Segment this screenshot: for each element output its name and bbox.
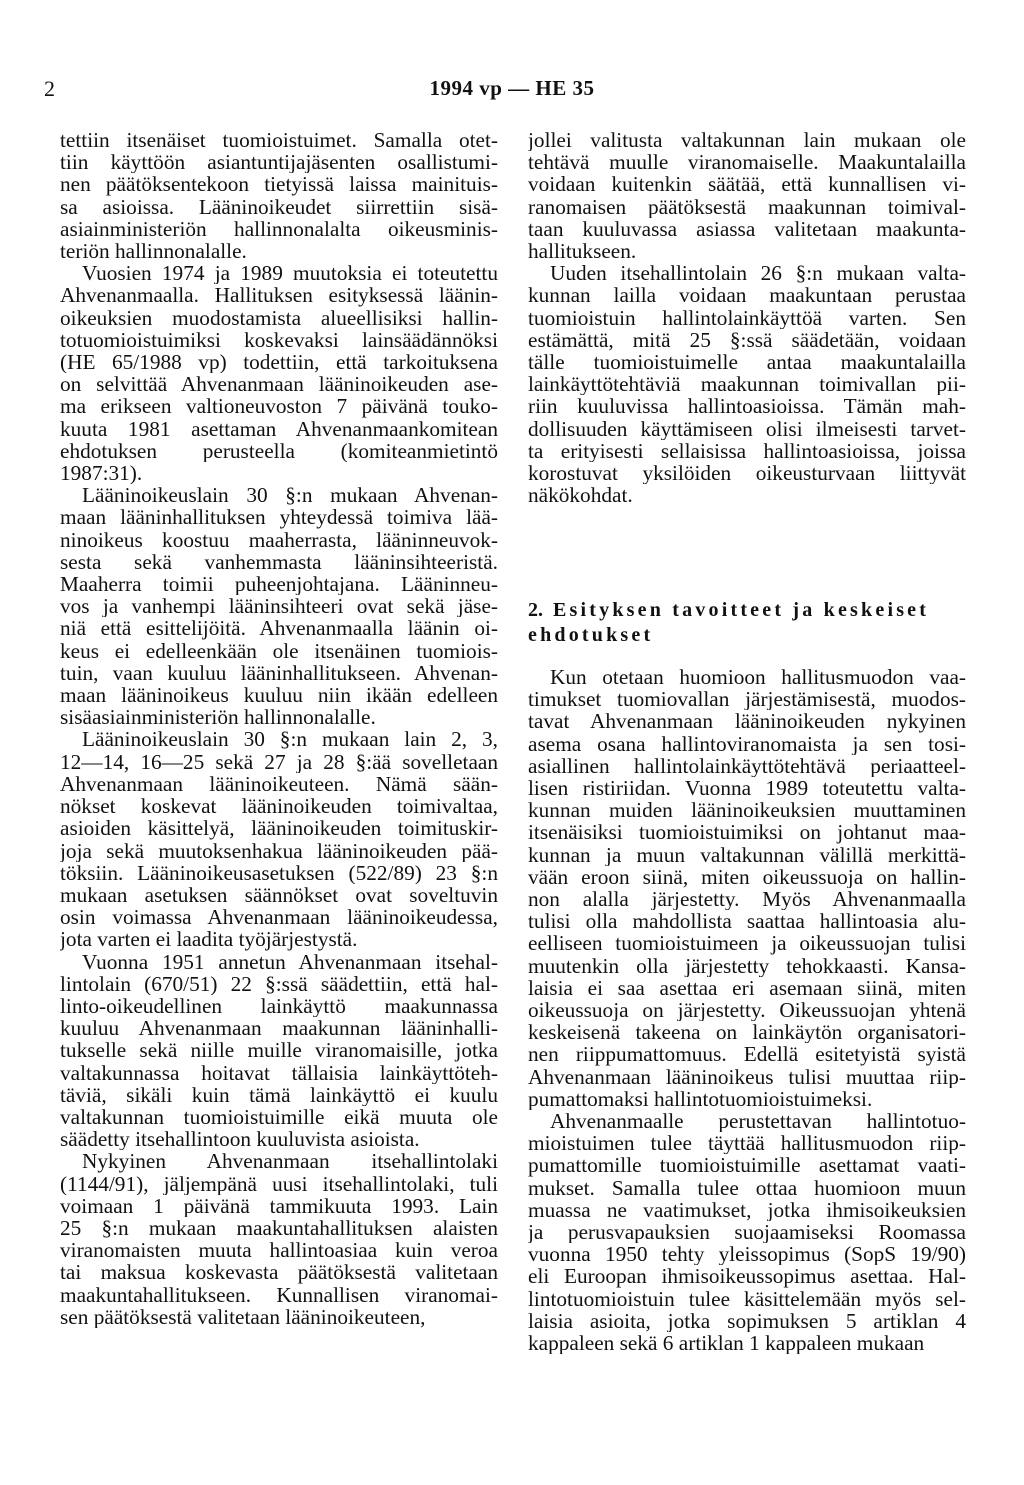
text-line: mioistuimen tulee täyttää hallitusmuodon riip-: [528, 1132, 966, 1155]
text-line: ja perusvapauksien suojaamiseksi Roomassa: [528, 1221, 966, 1244]
text-line: asioiden käsittelyä, lääninoikeuden toimituskir-: [60, 817, 498, 840]
text-line: timukset tuomiovallan järjestämisestä, muodos-: [528, 688, 966, 711]
text-line: eelliseen tuomioistuimeen ja oikeussuojan tulisi: [528, 932, 966, 955]
text-line: tälle tuomioistuimelle antaa maakuntalailla: [528, 351, 966, 374]
paragraph: [528, 1110, 966, 1354]
right-column-top: [528, 129, 966, 506]
text-line: maan lääninhallituksen yhteydessä toimiva lää-: [60, 506, 498, 529]
text-line: näkökohdat.: [528, 484, 633, 507]
text-line: kuuluu Ahvenanmaan maakunnan lääninhalli-: [60, 1017, 498, 1040]
text-line: riin kuuluvissa hallintoasioissa. Tämän mah-: [528, 395, 966, 418]
page-number: 2: [44, 76, 55, 101]
text-line: jollei valitusta valtakunnan lain mukaan ole: [528, 129, 966, 152]
text-line: lintolain (670/51) 22 §:ssä säädettiin, että hal-: [60, 972, 498, 995]
text-line: jota varten ei laadita työjärjestystä.: [60, 928, 358, 951]
section-number: 2.: [528, 599, 543, 621]
text-line: linto-oikeudellinen lainkäyttö maakunnassa: [60, 994, 498, 1018]
text-line: Ahvenanmaalle perustettavan hallintotuo-: [550, 1110, 966, 1133]
text-line: voimaan 1 päivänä tammikuuta 1993. Lain: [60, 1194, 498, 1217]
text-line: on selvittää Ahvenanmaan lääninoikeuden ase-: [60, 373, 498, 396]
text-line: asiainministeriön hallinnonalalta oikeusminis-: [60, 217, 498, 241]
text-line: lisen ristiriidan. Vuonna 1989 toteutettu valta-: [528, 777, 966, 800]
text-line: tavat Ahvenanmaan lääninoikeuden nykyinen: [528, 710, 966, 733]
text-line: töksiin. Lääninoikeusasetuksen (522/89) 23 §:n: [60, 861, 498, 884]
text-line: nen päätöksentekoon tietyissä laissa mainituis-: [60, 173, 498, 196]
running-head: 1994 vp — HE 35: [429, 76, 595, 100]
text-line: sa asioissa. Lääninoikeudet siirrettiin sisä-: [60, 195, 498, 218]
text-line: ehdotuksen perusteella (komiteanmietintö: [60, 439, 498, 463]
text-line: non alalla järjestetty. Myös Ahvenanmaalla: [528, 888, 966, 911]
text-line: taan kuuluvassa asiassa valitetaan maakunta-: [528, 217, 966, 241]
text-line: estämättä, mitä 25 §:ssä säädetään, voidaan: [528, 328, 966, 352]
text-line: mukset. Samalla tulee ottaa huomioon muun: [528, 1176, 966, 1199]
text-line: Lääninoikeuslain 30 §:n mukaan lain 2, 3,: [82, 728, 498, 751]
paragraph: [60, 484, 498, 728]
text-line: osin voimassa Ahvenanmaan lääninoikeudessa,: [60, 906, 498, 929]
text-line: tai maksua koskevasta päätöksestä valitetaan: [60, 1261, 498, 1284]
text-line: asiallinen hallintolainkäyttötehtävä periaatteel-: [528, 754, 966, 778]
text-line: lainkäyttötehtäviä maakunnan toimivallan pii-: [528, 373, 966, 396]
section-title-line2: ehdotukset: [528, 624, 654, 646]
text-line: korostuvat yksilöiden oikeusturvaan liittyvät: [528, 462, 966, 485]
text-line: Ahvenanmaan lääninoikeus tulisi muuttaa riip-: [528, 1065, 966, 1088]
text-line: Vuosien 1974 ja 1989 muutoksia ei toteutettu: [82, 262, 498, 285]
text-line: sesta sekä vanhemmasta lääninsihteeristä.: [60, 550, 498, 574]
text-line: Uuden itsehallintolain 26 §:n mukaan valta-: [550, 262, 966, 285]
text-line: lintotuomioistuin tulee käsittelemään myös sel-: [528, 1287, 966, 1310]
text-line: keskeisenä takeena on lainkäytön organisatori-: [528, 1021, 966, 1044]
text-line: vuonna 1950 tehty yleissopimus (SopS 19/90): [528, 1243, 966, 1266]
text-line: nökset koskevat lääninoikeuden toimivaltaa,: [60, 795, 498, 818]
text-line: ranomaisen päätöksestä maakunnan toimival-: [528, 195, 966, 218]
paragraph: [528, 666, 966, 1110]
text-line: tukselle sekä niille muille viranomaisille, jotka: [60, 1039, 498, 1062]
text-line: joja sekä muutoksenhakua lääninoikeuden pää-: [60, 839, 498, 862]
section-title-line1: Esityksen tavoitteet ja keskeiset: [553, 599, 930, 621]
section-heading: [528, 598, 966, 648]
text-line: vos ja vanhempi lääninsihteeri ovat sekä jäse-: [60, 595, 498, 618]
text-line: hallitukseen.: [528, 240, 637, 263]
text-line: voidaan kuitenkin säätää, että kunnallisen vi-: [528, 173, 966, 196]
text-line: valtakunnan tuomioistuimille eikä muuta ole: [60, 1105, 498, 1129]
text-line: täviä, sikäli kuin tämä lainkäyttö ei kuulu: [60, 1083, 498, 1106]
text-line: pumattomille tuomioistuimille asettamat vaati-: [528, 1154, 966, 1177]
text-line: ninoikeus koostuu maaherrasta, lääninneuvok-: [60, 528, 498, 551]
text-line: (HE 65/1988 vp) todettiin, että tarkoituksena: [60, 351, 498, 374]
text-line: mukaan asetuksen säännökset ovat soveltuvin: [60, 883, 498, 907]
paragraph: [60, 728, 498, 950]
text-line: vään eroon siinä, miten oikeussuoja on hallin-: [528, 865, 966, 889]
text-line: eli Euroopan ihmisoikeussopimus asettaa. Hal-: [528, 1265, 966, 1288]
text-line: tettiin itsenäiset tuomioistuimet. Samalla otet-: [60, 129, 498, 152]
text-line: maan lääninoikeus kuuluu niin ikään edelleen: [60, 684, 498, 707]
text-line: tulisi olla mahdollista saattaa hallintoasia alu-: [528, 910, 966, 933]
text-line: viranomaisten muuta hallintoasiaa kuin veroa: [60, 1239, 498, 1262]
paragraph: [60, 262, 498, 484]
text-line: niä että esittelijöitä. Ahvenanmaalla läänin oi-: [60, 617, 498, 640]
text-line: säädetty itsehallintoon kuuluvista asioista.: [60, 1128, 420, 1151]
text-line: oikeuksien muodostamista alueellisiksi hallin-: [60, 306, 498, 329]
text-line: 25 §:n mukaan maakuntahallituksen alaisten: [60, 1216, 498, 1240]
text-line: ta erityisesti sellaisissa hallintoasioissa, joissa: [528, 439, 966, 463]
paragraph: [60, 951, 498, 1151]
page-header: [0, 76, 1024, 106]
paragraph: [528, 262, 966, 506]
text-line: ma erikseen valtioneuvoston 7 päivänä touko-: [60, 395, 498, 418]
text-line: laisia ei saa asettaa eri asemaan siinä, miten: [528, 976, 966, 1000]
text-line: dollisuuden käyttämiseen olisi ilmeisesti tarvet-: [528, 417, 966, 440]
text-line: Nykyinen Ahvenanmaan itsehallintolaki: [82, 1150, 498, 1173]
text-line: 12—14, 16—25 sekä 27 ja 28 §:ää sovelletaan: [60, 750, 498, 773]
text-line: muassa ne vaatimukset, jotka ihmisoikeuksien: [528, 1198, 966, 1222]
text-line: totuomioistuimiksi koskevaksi lainsäädännöksi: [60, 328, 498, 352]
text-line: (1144/91), jäljempänä uusi itsehallintolaki, tuli: [60, 1172, 498, 1195]
text-line: kappaleen sekä 6 artiklan 1 kappaleen mukaan: [528, 1332, 925, 1355]
text-line: Vuonna 1951 annetun Ahvenanmaan itsehal-: [82, 950, 498, 973]
text-line: sisäasiainministeriön hallinnonalalle.: [60, 706, 376, 729]
text-line: itsenäisiksi tuomioistuimiksi on johtanut maa-: [528, 821, 966, 844]
text-line: tiin käyttöön asiantuntijajäsenten osallistumi-: [60, 151, 498, 174]
text-line: nen riippumattomuus. Edellä esitetyistä syistä: [528, 1043, 966, 1066]
text-line: tehtävä muulle viranomaiselle. Maakuntalailla: [528, 151, 966, 174]
text-line: valtakunnassa hoitavat tällaisia lainkäyttöteh-: [60, 1061, 498, 1084]
paragraph: [60, 1150, 498, 1328]
text-line: Ahvenanmaalla. Hallituksen esityksessä läänin-: [60, 284, 498, 307]
text-line: kunnan muiden lääninoikeuksien muuttaminen: [528, 799, 966, 822]
text-line: tuomioistuin hallintolainkäyttöä varten. Sen: [528, 306, 966, 329]
text-line: Ahvenanmaan lääninoikeuteen. Nämä sään-: [60, 772, 498, 796]
text-line: oikeussuoja on järjestetty. Oikeussuojan yhtenä: [528, 999, 966, 1022]
paragraph: [60, 129, 498, 262]
text-line: 1987:31).: [60, 462, 143, 485]
text-line: keus ei edelleenkään ole itsenäinen tuomiois-: [60, 639, 498, 662]
text-line: Kun otetaan huomioon hallitusmuodon vaa-: [550, 666, 966, 689]
right-column-bottom: [528, 666, 966, 1354]
text-line: maakuntahallitukseen. Kunnallisen viranomai-: [60, 1283, 498, 1306]
text-line: muutenkin olla järjestetty tehokkaasti. Kansa-: [528, 954, 966, 977]
text-line: kunnan ja muun valtakunnan välillä merkittä-: [528, 843, 966, 866]
text-line: Maaherra toimii puheenjohtajana. Lääninneu-: [60, 573, 498, 596]
paragraph: [528, 129, 966, 262]
text-line: kunnan lailla voidaan maakuntaan perustaa: [528, 284, 966, 307]
text-line: laisia asioita, jotka sopimuksen 5 artiklan 4: [528, 1309, 966, 1333]
text-line: kuuta 1981 asettaman Ahvenanmaankomitean: [60, 417, 498, 440]
text-line: asema osana hallintoviranomaista ja sen tosi-: [528, 732, 966, 755]
text-line: Lääninoikeuslain 30 §:n mukaan Ahvenan-: [82, 484, 498, 507]
text-line: teriön hallinnonalalle.: [60, 240, 247, 263]
text-line: tuin, vaan kuuluu lääninhallitukseen. Ahvenan-: [60, 661, 498, 685]
text-line: pumattomaksi hallintotuomioistuimeksi.: [528, 1087, 873, 1111]
text-line: sen päätöksestä valitetaan lääninoikeuteen,: [60, 1305, 426, 1328]
left-column: [60, 129, 498, 1328]
